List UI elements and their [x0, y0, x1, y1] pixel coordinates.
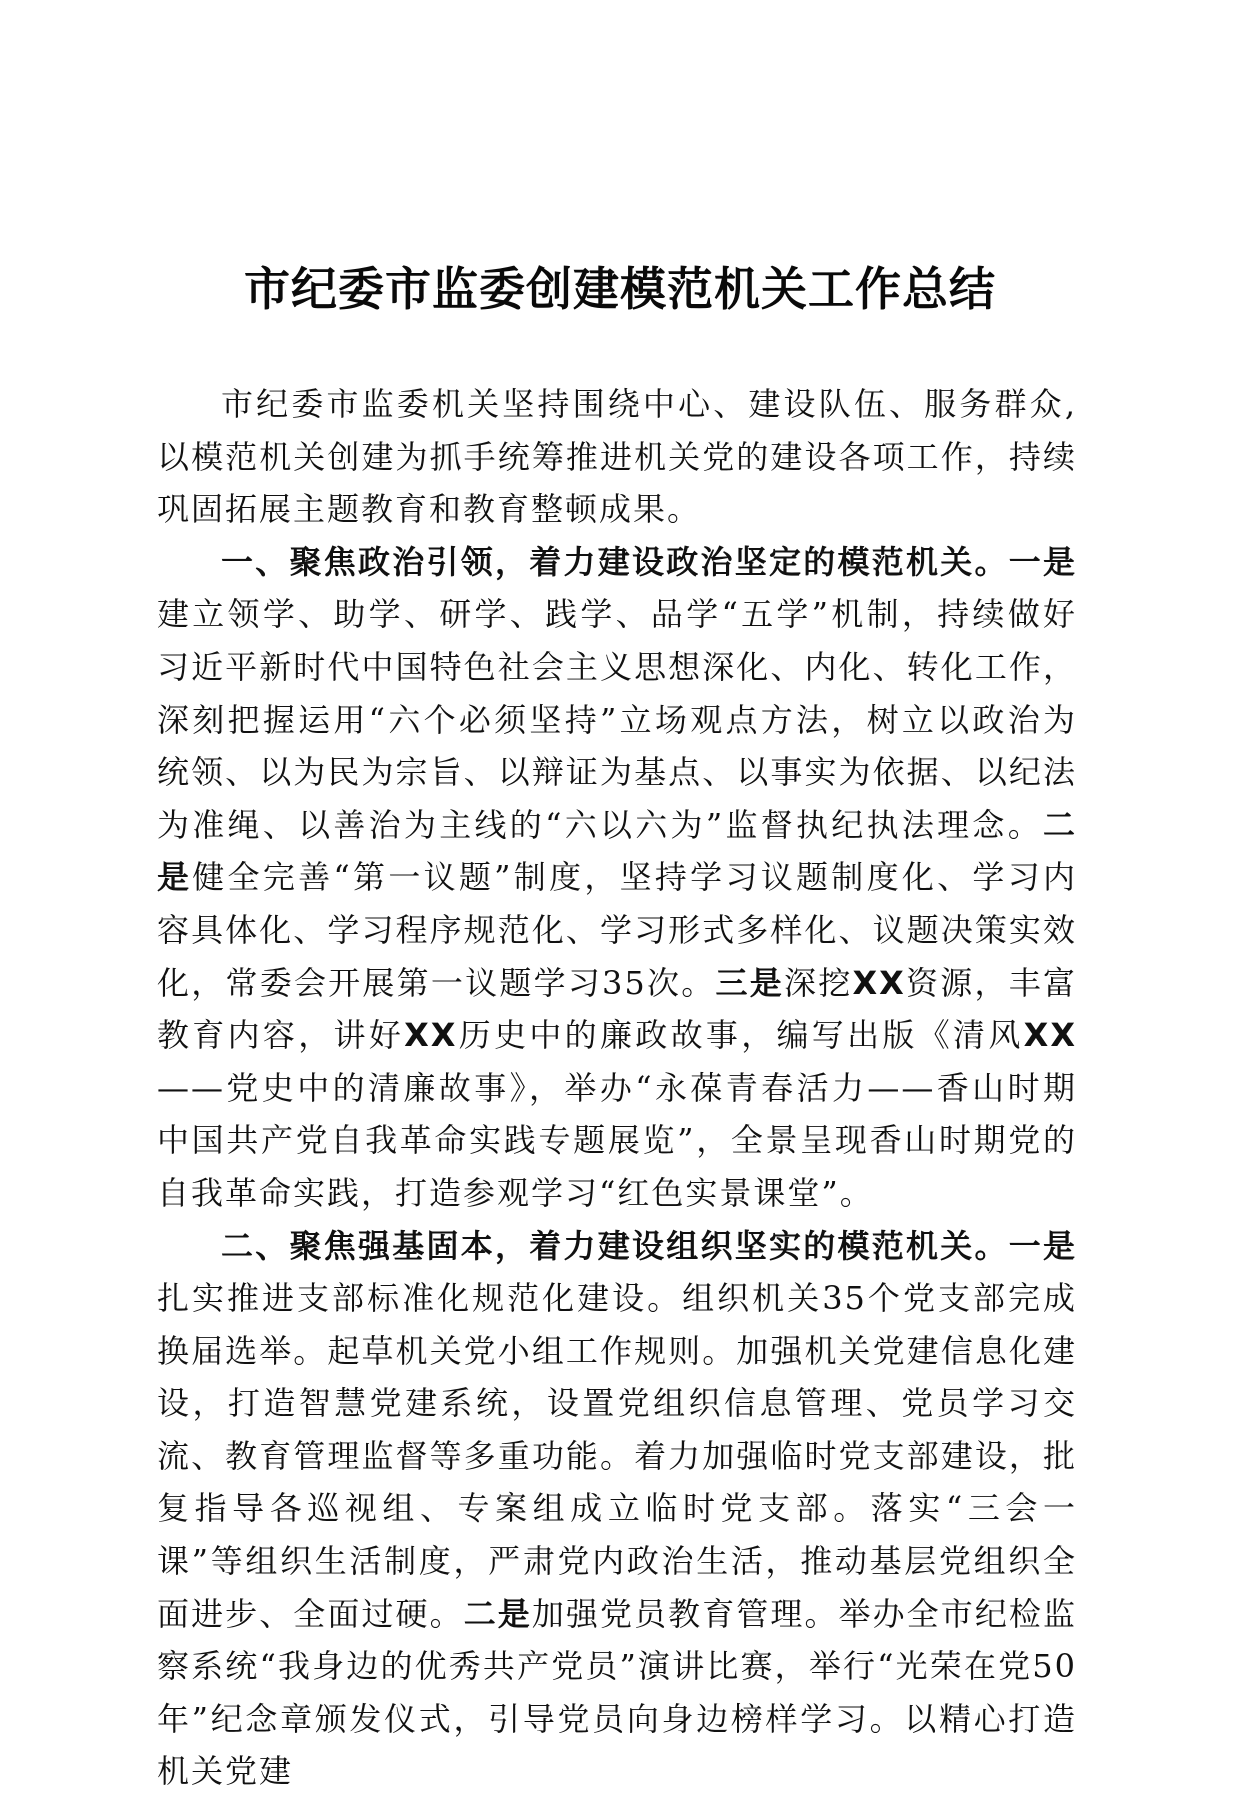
section-1-xx-1: XX — [852, 964, 905, 1002]
document-title: 市纪委市监委创建模范机关工作总结 — [0, 259, 1240, 319]
section-2-item-2-label: 二是 — [464, 1595, 532, 1633]
section-2-heading: 二、聚焦强基固本，着力建设组织坚实的模范机关。 — [221, 1227, 1009, 1265]
section-1-item-3-label: 三是 — [715, 964, 783, 1002]
section-1-xx-2: XX — [404, 1016, 457, 1054]
section-1-item-3-text-c: 历史中的廉政故事，编写出版《清风 — [457, 1016, 1023, 1054]
section-1-heading: 一、聚焦政治引领，着力建设政治坚定的模范机关。 — [221, 543, 1009, 581]
section-1-item-2-label: 二是 — [157, 806, 1077, 897]
document-body — [157, 378, 1077, 1798]
section-1-item-1-label: 一是 — [1009, 543, 1077, 581]
section-1-item-2-text: 健全完善“第一议题”制度，坚持学习议题制度化、学习内容具体化、学习程序规范化、学习形式多样化、议题决策实效化，常委会开展第一议题学习35次。 — [157, 858, 1077, 1001]
section-1-item-3-text-a: 深挖 — [784, 964, 852, 1002]
section-2-paragraph — [157, 1220, 1077, 1798]
section-2-item-1-label: 一是 — [1009, 1227, 1077, 1265]
intro-paragraph: 市纪委市监委机关坚持围绕中心、建设队伍、服务群众,以模范机关创建为抓手统筹推进机关党的建设各项工作，持续巩固拓展主题教育和教育整顿成果。 — [157, 378, 1077, 536]
section-1-item-3-text-d: ——党史中的清廉故事》，举办“永葆青春活力——香山时期中国共产党自我革命实践专题展览”，全景呈现香山时期党的自我革命实践，打造参观学习“红色实景课堂”。 — [157, 1069, 1077, 1212]
section-1-xx-3: XX — [1024, 1016, 1077, 1054]
section-1-item-3-text-b: 资源，丰富教育内容，讲好 — [157, 964, 1077, 1055]
section-2-item-2-text: 加强党员教育管理。举办全市纪检监察系统“我身边的优秀共产党员”演讲比赛，举行“光荣在党50年”纪念章颁发仪式，引导党员向身边榜样学习。以精心打造机关党建 — [157, 1595, 1077, 1791]
section-1-item-1-text: 建立领学、助学、研学、践学、品学“五学”机制，持续做好习近平新时代中国特色社会主义思想深化、内化、转化工作，深刻把握运用“六个必须坚持”立场观点方法，树立以政治为统领、以为民为宗旨、以辩证为基点、以事实为依据、以纪法为准绳、以善治为主线的“六以六为”监督执纪执法理念。 — [157, 595, 1077, 843]
section-2-item-1-text: 扎实推进支部标准化规范化建设。组织机关35个党支部完成换届选举。起草机关党小组工作规则。加强机关党建信息化建设，打造智慧党建系统，设置党组织信息管理、党员学习交流、教育管理监督等多重功能。着力加强临时党支部建设，批复指导各巡视组、专案组成立临时党支部。落实“三会一课”等组织生活制度，严肃党内政治生活，推动基层党组织全面进步、全面过硬。 — [157, 1279, 1077, 1633]
section-1-paragraph — [157, 536, 1077, 1220]
